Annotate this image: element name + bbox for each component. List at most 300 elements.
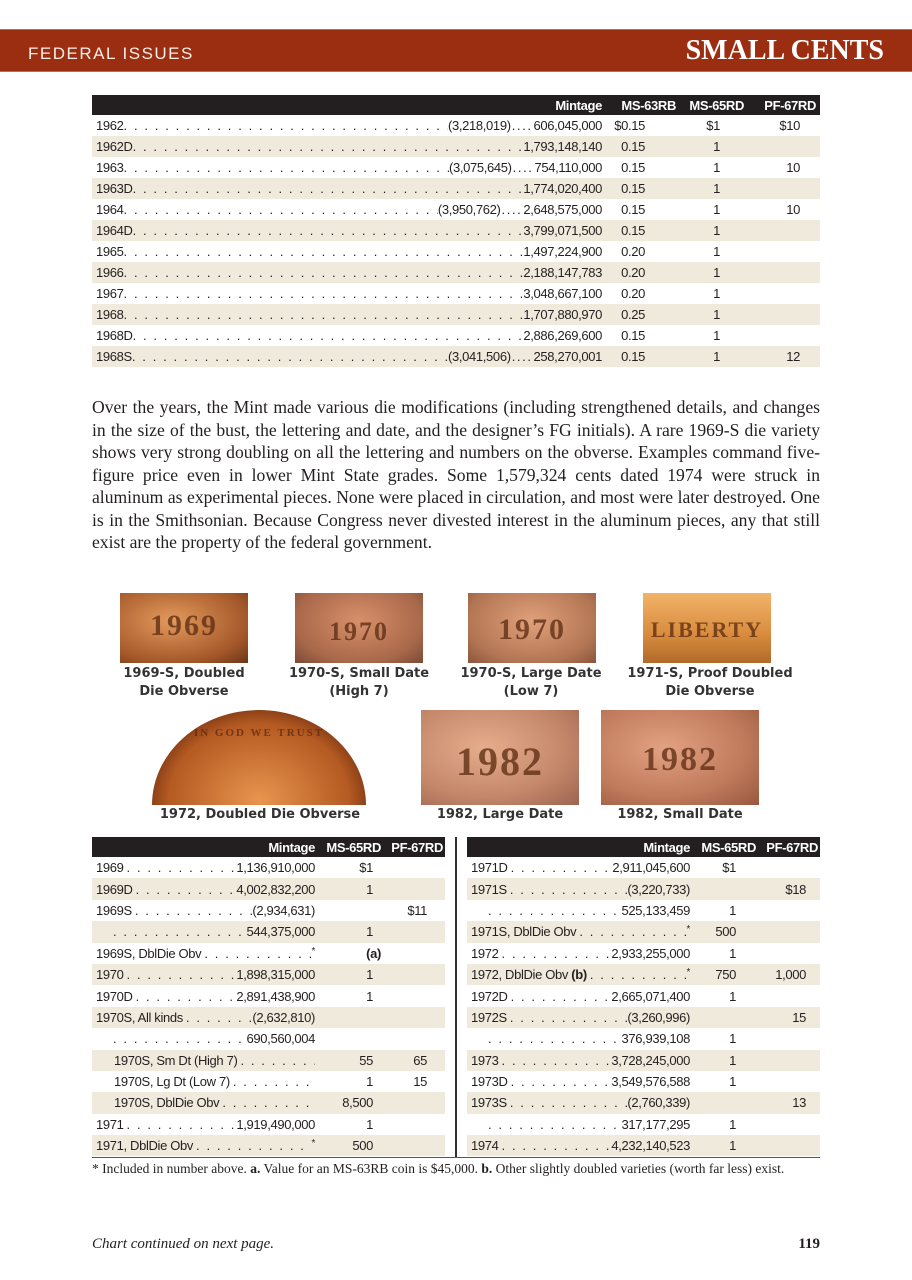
row-label-cell xyxy=(92,265,605,280)
dot-leader xyxy=(186,1010,252,1025)
dot-leader xyxy=(127,967,237,982)
dot-leader xyxy=(222,1095,315,1110)
ms65rd-value: 1 xyxy=(713,244,720,259)
row-label-cell xyxy=(92,328,605,343)
footnote-b-key: b. xyxy=(481,1161,493,1176)
row-label-cell xyxy=(92,1010,315,1025)
coin-lettering: 1982 xyxy=(642,740,718,778)
mintage: 2,665,071,400 xyxy=(611,988,690,1004)
table-body xyxy=(92,115,820,367)
coin-lettering: LIBERTY xyxy=(650,617,764,642)
table-row xyxy=(92,1071,445,1092)
table-row xyxy=(467,1028,820,1049)
dot-leader xyxy=(113,1031,247,1046)
proof-mintage: (3,218,019) xyxy=(448,118,511,133)
table-row xyxy=(467,964,820,985)
dot-leader xyxy=(124,202,438,217)
ms65rd-value: 1 xyxy=(366,1074,373,1090)
year-label: 1970S, Sm Dt (High 7) xyxy=(114,1052,238,1068)
ms65rd-value: $1 xyxy=(359,860,373,876)
page-title: SMALL CENTS xyxy=(685,35,884,66)
spacer xyxy=(471,1031,485,1046)
ms65rd-value: 1 xyxy=(729,1074,736,1090)
coin-photo xyxy=(643,593,771,663)
dot-leader xyxy=(579,924,686,939)
table-row xyxy=(92,241,820,262)
table-header xyxy=(92,95,820,115)
mintage: 544,375,000 xyxy=(246,924,315,940)
ms65rd-value: 1 xyxy=(366,988,373,1004)
mintage: 2,891,438,900 xyxy=(236,988,315,1004)
table-row xyxy=(92,900,445,921)
mintage: (2,934,631) xyxy=(252,902,315,918)
ms63rb-value: 0.15 xyxy=(621,223,645,238)
ms65rd-value: 500 xyxy=(352,1138,373,1154)
table-row xyxy=(467,1071,820,1092)
ms65rd-value: $1 xyxy=(706,118,720,133)
dot-leader xyxy=(133,181,524,196)
table-row xyxy=(467,1050,820,1071)
row-label-cell xyxy=(467,903,690,918)
ms63rb-value: 0.20 xyxy=(621,244,645,259)
coin-photo xyxy=(421,710,579,805)
year-label: 1971S, DblDie Obv xyxy=(471,924,577,940)
row-label-cell xyxy=(92,1053,315,1068)
dot-leader xyxy=(196,1138,311,1153)
ms65rd-value: 1 xyxy=(713,307,720,322)
dot-leader xyxy=(135,903,253,918)
ms65rd-value: 1 xyxy=(729,945,736,961)
table-row xyxy=(92,1135,445,1156)
ms65rd-value: 55 xyxy=(359,1052,373,1068)
mintage: * xyxy=(686,967,690,979)
ms63rb-value: 0.20 xyxy=(621,286,645,301)
photo-caption: 1982, Large Date xyxy=(436,807,564,822)
year-label: 1963D xyxy=(96,181,133,196)
row-label-cell xyxy=(92,903,315,918)
ms65rd-value: 1 xyxy=(366,924,373,940)
table-row xyxy=(467,1135,820,1156)
ms65rd-value: 1 xyxy=(729,1138,736,1154)
year-label: 1964D xyxy=(96,223,133,238)
coin-lettering: 1982 xyxy=(456,739,544,784)
spacer xyxy=(96,1031,110,1046)
table-header xyxy=(92,837,445,857)
mintage: 1,774,020,400 xyxy=(523,181,602,196)
dot-leader xyxy=(590,967,687,982)
dot-leader xyxy=(132,349,448,364)
year-label: 1969 xyxy=(96,860,124,876)
proof-mintage: (3,041,506) xyxy=(448,349,511,364)
footnote-a-key: a. xyxy=(250,1161,261,1176)
row-label-cell xyxy=(467,946,690,961)
row-label-cell xyxy=(92,286,605,301)
dot-leader xyxy=(488,903,622,918)
year-label: 1969S xyxy=(96,902,132,918)
header-mintage: Mintage xyxy=(643,839,690,855)
mintage: 2,648,575,000 xyxy=(523,202,602,217)
dot-leader xyxy=(133,139,524,154)
row-label-cell xyxy=(92,160,605,175)
header-mintage: Mintage xyxy=(268,839,315,855)
year-label: 1966 xyxy=(96,265,124,280)
row-label-cell xyxy=(467,924,690,939)
year-label: 1971D xyxy=(471,860,508,876)
table-row xyxy=(467,900,820,921)
mintage: 1,793,148,140 xyxy=(523,139,602,154)
mintage: 258,270,001 xyxy=(533,349,602,364)
year-label: 1969S, DblDie Obv xyxy=(96,945,202,961)
ms65rd-value: 1 xyxy=(366,881,373,897)
coin-photo xyxy=(152,710,366,805)
mintage: 4,002,832,200 xyxy=(236,881,315,897)
footnote-b: Other slightly doubled varieties (worth far less) exist. xyxy=(495,1161,785,1176)
coin-lettering: 1970 xyxy=(329,617,389,646)
dot-leader xyxy=(124,307,524,322)
dot-leader xyxy=(510,882,628,897)
table-row xyxy=(92,178,820,199)
mintage: 2,886,269,600 xyxy=(523,328,602,343)
footnote-rule xyxy=(92,1157,820,1158)
ms63rb-value: 0.15 xyxy=(621,181,645,196)
footnote-a: Value for an MS-63RB coin is $45,000. xyxy=(263,1161,478,1176)
year-label: 1963 xyxy=(96,160,124,175)
ms65rd-value: 1 xyxy=(729,902,736,918)
dot-leader xyxy=(133,328,524,343)
coin-photo xyxy=(120,593,248,663)
dot-leader: .... xyxy=(512,160,534,175)
proof-mintage: (3,950,762) xyxy=(437,202,501,217)
row-label-cell xyxy=(92,967,315,982)
dot-leader xyxy=(240,1053,315,1068)
ms65rd-value: 1 xyxy=(729,1116,736,1132)
footnote-ref: (b) xyxy=(571,967,587,983)
table-row xyxy=(92,136,820,157)
dot-leader: .... xyxy=(511,349,533,364)
ms65rd-value: 1 xyxy=(713,139,720,154)
pf67rd-value: 15 xyxy=(792,1009,806,1025)
dot-leader: .... xyxy=(501,202,523,217)
year-label: 1970D xyxy=(96,988,133,1004)
dot-leader xyxy=(124,160,449,175)
dot-leader xyxy=(124,118,449,133)
coin-lettering: 1969 xyxy=(150,609,218,642)
table-row xyxy=(92,1007,445,1028)
year-label: 1962D xyxy=(96,139,133,154)
table-row xyxy=(92,943,445,964)
table-row xyxy=(467,943,820,964)
dot-leader xyxy=(113,924,247,939)
row-label-cell xyxy=(467,1095,690,1110)
year-label: 1967 xyxy=(96,286,124,301)
year-label: 1973S xyxy=(471,1095,507,1111)
year-label: 1970S, Lg Dt (Low 7) xyxy=(114,1074,230,1090)
row-label-cell xyxy=(467,1138,690,1153)
year-label: 1970S, All kinds xyxy=(96,1009,183,1025)
mintage: (3,260,996) xyxy=(627,1009,690,1025)
dot-leader xyxy=(511,989,612,1004)
table-header xyxy=(467,837,820,857)
continued-note: Chart continued on next page. xyxy=(92,1236,275,1252)
year-label: 1972S xyxy=(471,1009,507,1025)
pf67rd-value: 13 xyxy=(792,1095,806,1111)
row-label-cell xyxy=(92,307,605,322)
year-label: 1968 xyxy=(96,307,124,322)
dot-leader: .... xyxy=(511,118,533,133)
mintage: 317,177,295 xyxy=(621,1116,690,1132)
header-pf67rd: PF-67RD xyxy=(766,839,818,855)
header-pf67rd: PF-67RD xyxy=(764,97,816,113)
mintage: 690,560,004 xyxy=(246,1031,315,1047)
dot-leader xyxy=(233,1074,315,1089)
ms65rd-value: 1 xyxy=(713,202,720,217)
dot-leader xyxy=(511,1074,612,1089)
mintage: (3,220,733) xyxy=(627,881,690,897)
ms65rd-value: 1 xyxy=(713,265,720,280)
table-row xyxy=(92,115,820,136)
mintage: 1,497,224,900 xyxy=(523,244,602,259)
ms65rd-value: 1 xyxy=(366,967,373,983)
dot-leader xyxy=(488,1031,622,1046)
pf67rd-value: 10 xyxy=(786,160,800,175)
ms65rd-value: 1 xyxy=(713,223,720,238)
photo-caption: 1969-S, Doubled Die Obverse xyxy=(123,666,245,699)
table-row xyxy=(92,199,820,220)
ms65rd-value: 1 xyxy=(713,286,720,301)
ms65rd-value: 1 xyxy=(713,349,720,364)
table-row xyxy=(92,878,445,899)
footnote xyxy=(92,1161,820,1177)
mintage: 2,188,147,783 xyxy=(523,265,602,280)
year-label: 1968D xyxy=(96,328,133,343)
pf67rd-value: 1,000 xyxy=(775,967,806,983)
dot-leader xyxy=(488,1117,622,1132)
table-row xyxy=(92,964,445,985)
dot-leader xyxy=(204,946,311,961)
header-ms65rd: MS-65RD xyxy=(326,839,381,855)
pf67rd-value: $18 xyxy=(785,881,806,897)
pf67rd-value: 65 xyxy=(413,1052,427,1068)
row-label-cell xyxy=(467,989,690,1004)
table-row xyxy=(467,1092,820,1113)
ms65rd-value: 1 xyxy=(713,328,720,343)
mintage: 1,898,315,000 xyxy=(236,967,315,983)
mintage-table-1969-1971 xyxy=(92,837,445,1156)
row-label-cell xyxy=(467,860,690,875)
coin-photo xyxy=(601,710,759,805)
table-row xyxy=(92,1114,445,1135)
mintage: 3,799,071,500 xyxy=(523,223,602,238)
proof-mintage: (3,075,645) xyxy=(449,160,512,175)
table-row xyxy=(92,1050,445,1071)
mintage: 754,110,000 xyxy=(534,160,602,175)
body-paragraph: Over the years, the Mint made various die modifications (including strengthened details, and changes in the size of the bust, the lettering and date, and the designer’s FG initials). A rare 1969-S die variety shows very strong doubling on all the lettering and numbers on the obverse. Examples command five-figure price even in lower Mint State grades. Some 1,579,324 cents dated 1974 were struck in aluminum as experimental pieces. None were placed in circulation, and most were later destroyed. One is in the Smithsonian. Because Congress never divested interest in the aluminum pieces, any that still exist are the property of the federal government. xyxy=(92,397,820,552)
table-row xyxy=(92,325,820,346)
ms65rd-value: 750 xyxy=(715,967,736,983)
pf67rd-value: 10 xyxy=(786,202,800,217)
mintage: 1,707,880,970 xyxy=(523,307,602,322)
mintage: 3,048,667,100 xyxy=(523,286,602,301)
dot-leader xyxy=(510,1010,628,1025)
photo-caption: 1982, Small Date xyxy=(617,807,743,822)
dot-leader xyxy=(124,286,524,301)
row-label-cell xyxy=(92,1074,315,1089)
mintage: 525,133,459 xyxy=(621,902,690,918)
pf67rd-value: $11 xyxy=(407,902,427,918)
year-label: 1972, DblDie Obv xyxy=(471,967,572,983)
dot-leader xyxy=(127,1117,237,1132)
dot-leader xyxy=(136,989,237,1004)
year-label: 1972 xyxy=(471,945,499,961)
photo-caption: 1970-S, Small Date (High 7) xyxy=(288,666,430,699)
row-label-cell xyxy=(92,989,315,1004)
mintage: 3,549,576,588 xyxy=(611,1074,690,1090)
coin-photo xyxy=(468,593,596,663)
mintage: * xyxy=(311,945,315,957)
header-ms65rd: MS-65RD xyxy=(689,97,744,113)
spacer xyxy=(471,1117,485,1132)
row-label-cell xyxy=(467,1053,690,1068)
table-row xyxy=(92,262,820,283)
mintage: (2,632,810) xyxy=(252,1009,315,1025)
table-row xyxy=(92,857,445,878)
ms65rd-value: 1 xyxy=(729,1031,736,1047)
table-row xyxy=(467,1007,820,1028)
mintage: 376,939,108 xyxy=(621,1031,690,1047)
year-label: 1973D xyxy=(471,1074,508,1090)
row-label-cell xyxy=(467,1031,690,1046)
row-label-cell xyxy=(467,1010,690,1025)
year-label: 1974 xyxy=(471,1138,499,1154)
dot-leader xyxy=(502,1053,612,1068)
mintage: 2,911,045,600 xyxy=(612,860,690,876)
row-label-cell xyxy=(467,1117,690,1132)
year-label: 1969D xyxy=(96,881,133,897)
year-label: 1965 xyxy=(96,244,124,259)
row-label-cell xyxy=(92,1117,315,1132)
dot-leader xyxy=(124,244,524,259)
footnote-star: * Included in number above. xyxy=(92,1161,247,1176)
dot-leader xyxy=(502,1138,612,1153)
row-label-cell xyxy=(92,202,605,217)
row-label-cell xyxy=(92,860,315,875)
ms65rd-value: 1 xyxy=(713,181,720,196)
coin-lettering: 1970 xyxy=(498,613,566,646)
year-label: 1973 xyxy=(471,1052,499,1068)
year-label: 1962 xyxy=(96,118,124,133)
photo-caption: 1971-S, Proof Doubled Die Obverse xyxy=(627,666,793,699)
year-label: 1971 xyxy=(96,1116,124,1132)
coin-lettering: IN GOD WE TRUST xyxy=(193,726,325,739)
spacer xyxy=(471,903,485,918)
row-label-cell xyxy=(92,924,315,939)
year-label: 1971S xyxy=(471,881,507,897)
ms65rd-value: 1 xyxy=(713,160,720,175)
row-label-cell xyxy=(92,118,605,133)
table-row xyxy=(92,304,820,325)
row-label-cell xyxy=(92,882,315,897)
ms63rb-value: 0.15 xyxy=(621,139,645,154)
header-ms63rb: MS-63RB xyxy=(621,97,676,113)
row-label-cell xyxy=(92,946,315,961)
dot-leader xyxy=(511,860,613,875)
row-label-cell xyxy=(467,967,690,982)
dot-leader xyxy=(124,265,524,280)
coin-photo xyxy=(295,593,423,663)
ms63rb-value: 0.15 xyxy=(621,349,645,364)
dot-leader xyxy=(133,223,524,238)
ms63rb-value: 0.20 xyxy=(621,265,645,280)
mintage: (2,760,339) xyxy=(627,1095,690,1111)
header-pf67rd: PF-67RD xyxy=(391,839,443,855)
dot-leader xyxy=(136,882,237,897)
year-label: 1970S, DblDie Obv xyxy=(114,1095,220,1111)
mintage: 2,933,255,000 xyxy=(611,945,690,961)
photo-caption: 1972, Doubled Die Obverse xyxy=(159,807,361,822)
row-label-cell xyxy=(92,1138,315,1153)
section-label: FEDERAL ISSUES xyxy=(28,44,194,63)
ms63rb-value: 0.15 xyxy=(621,328,645,343)
row-label-cell xyxy=(467,1074,690,1089)
dot-leader xyxy=(502,946,612,961)
row-label-cell xyxy=(92,1095,315,1110)
ms63rb-value: 0.15 xyxy=(621,160,645,175)
running-header xyxy=(0,29,912,72)
table-row xyxy=(467,921,820,942)
mintage: 606,045,000 xyxy=(533,118,602,133)
ms65rd-value: 500 xyxy=(715,924,736,940)
ms63rb-value: 0.25 xyxy=(621,307,645,322)
table-row xyxy=(92,1092,445,1113)
ms65rd-value: 8,500 xyxy=(342,1095,373,1111)
table-row xyxy=(467,857,820,878)
photo-caption: 1970-S, Large Date (Low 7) xyxy=(460,666,602,699)
table-row xyxy=(92,157,820,178)
page-number: 119 xyxy=(798,1236,820,1252)
ms65rd-value: 1 xyxy=(366,1116,373,1132)
year-label: 1968S xyxy=(96,349,132,364)
ms63rb-value: $0.15 xyxy=(614,118,645,133)
header-mintage: Mintage xyxy=(555,97,602,113)
table-row xyxy=(92,1028,445,1049)
table-row xyxy=(467,985,820,1006)
row-label-cell xyxy=(92,223,605,238)
row-label-cell xyxy=(92,139,605,154)
ms63rb-value: 0.15 xyxy=(621,202,645,217)
ms65rd-value: (a) xyxy=(366,945,381,961)
year-label: 1964 xyxy=(96,202,124,217)
table-row xyxy=(467,878,820,899)
mintage: 1,919,490,000 xyxy=(236,1116,315,1132)
header-ms65rd: MS-65RD xyxy=(701,839,756,855)
row-label-cell xyxy=(92,244,605,259)
row-label-cell xyxy=(467,882,690,897)
row-label-cell xyxy=(92,1031,315,1046)
table-row xyxy=(92,985,445,1006)
ms65rd-value: 1 xyxy=(729,988,736,1004)
row-label-cell xyxy=(92,181,605,196)
column-divider xyxy=(455,837,457,1157)
dot-leader xyxy=(510,1095,628,1110)
table-row xyxy=(92,283,820,304)
ms65rd-value: 1 xyxy=(729,1052,736,1068)
mintage: 1,136,910,000 xyxy=(236,860,315,876)
table-row xyxy=(92,346,820,367)
row-label-cell xyxy=(92,349,605,364)
mintage: * xyxy=(311,1138,315,1150)
year-label: 1972D xyxy=(471,988,508,1004)
mintage: 4,232,140,523 xyxy=(611,1138,690,1154)
